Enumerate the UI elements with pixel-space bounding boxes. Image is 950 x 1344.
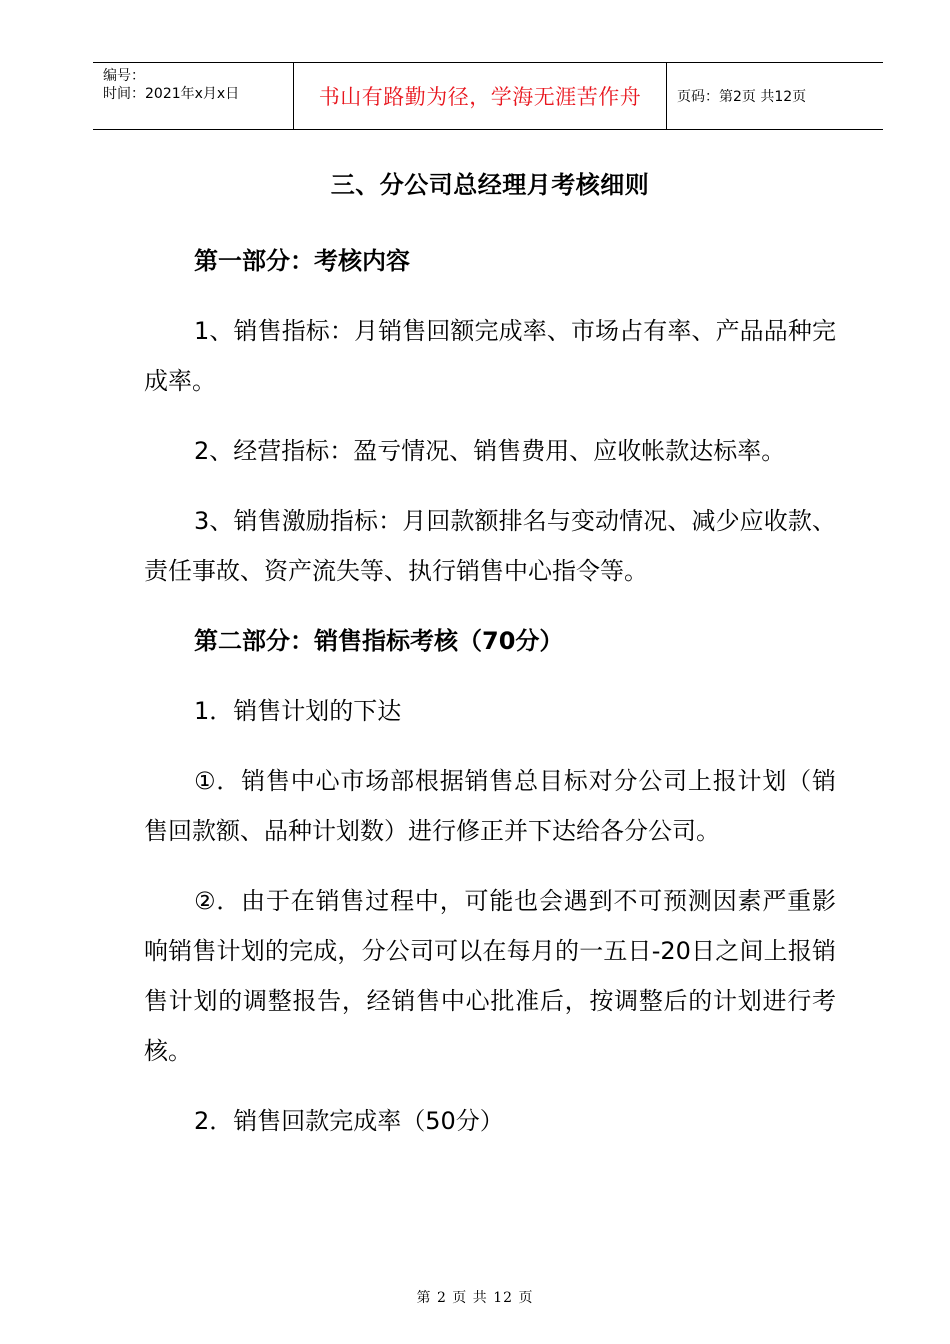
part1-item-3: 3、销售激励指标：月回款额排名与变动情况、减少应收款、责任事故、资产流失等、执行销售中心指令等。 — [144, 507, 836, 585]
part2-item-2: ①．销售中心市场部根据销售总目标对分公司上报计划（销售回款额、品种计划数）进行修正并下达给各分公司。 — [144, 767, 836, 845]
document-number-label: 编号： — [103, 68, 145, 84]
page-footer: 第 2 页 共 12 页 — [416, 1290, 534, 1306]
part1-heading: 第一部分：考核内容 — [194, 247, 410, 275]
part2-item-3: ②．由于在销售过程中，可能也会遇到不可预测因素严重影响销售计划的完成，分公司可以在每月的一五日-20日之间上报销售计划的调整报告，经销售中心批准后，按调整后的计划进行考核。 — [144, 887, 836, 1065]
header-motto: 书山有路勤为径，学海无涯苦作舟 — [294, 63, 667, 129]
document-body — [144, 160, 836, 1166]
part1-item-2: 2、经营指标：盈亏情况、销售费用、应收帐款达标率。 — [194, 437, 786, 465]
document-time-label: 时间：2021年x月x日 — [103, 86, 240, 102]
page-header — [93, 62, 883, 130]
header-page-info: 页码：第2页 共12页 — [677, 89, 807, 105]
header-meta — [93, 63, 294, 129]
part1-item-1: 1、销售指标：月销售回额完成率、市场占有率、产品品种完成率。 — [144, 317, 836, 395]
part2-heading: 第二部分：销售指标考核（70分） — [194, 627, 564, 655]
part2-item-1: 1．销售计划的下达 — [194, 697, 402, 725]
document-title: 三、分公司总经理月考核细则 — [330, 171, 650, 199]
part2-item-4: 2．销售回款完成率（50分） — [194, 1107, 504, 1135]
